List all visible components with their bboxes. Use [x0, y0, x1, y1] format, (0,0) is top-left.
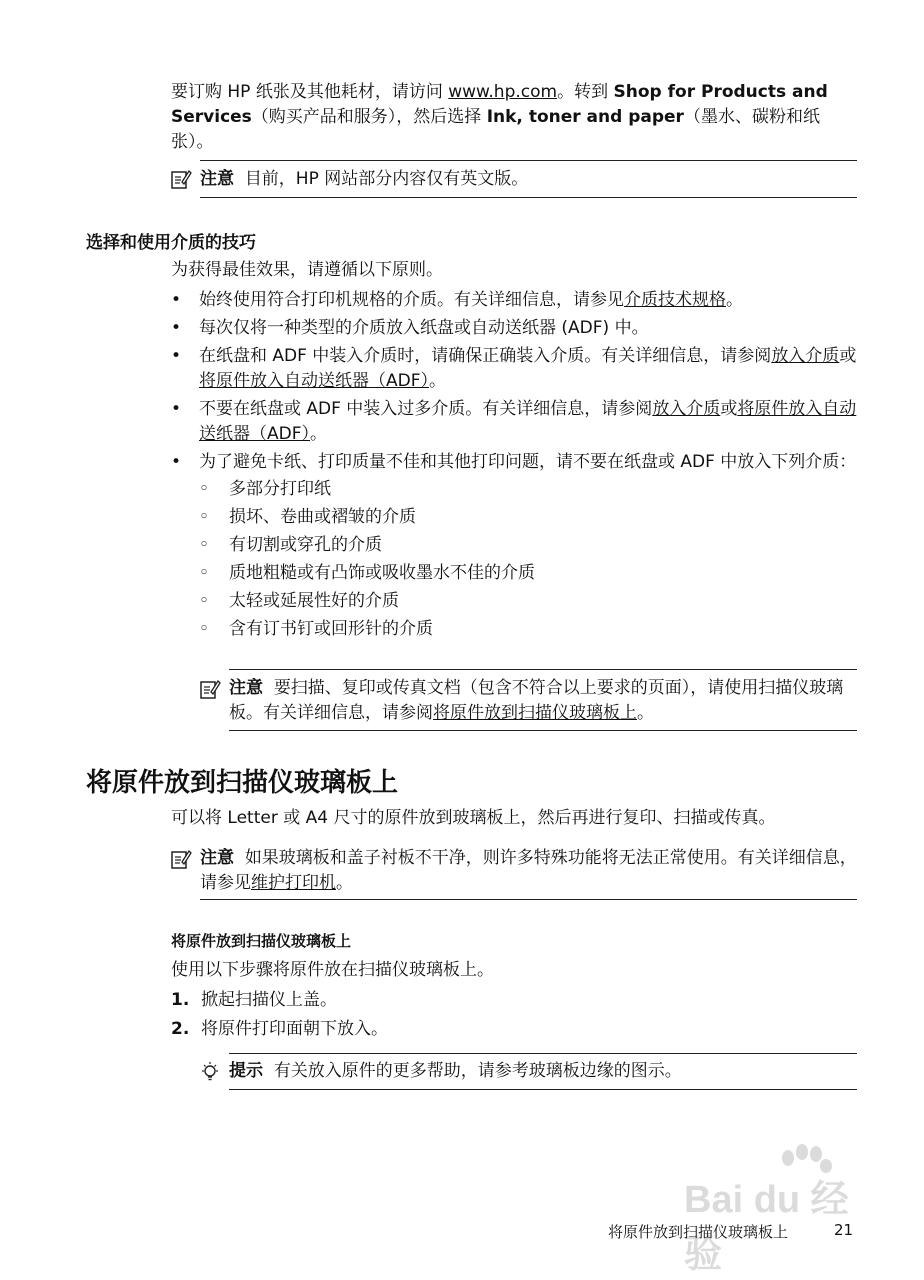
note-icon [199, 678, 221, 700]
list-item: • 不要在纸盘或 ADF 中装入过多介质。有关详细信息，请参阅放入介质或将原件放入自动送纸器（ADF）。 [171, 399, 857, 444]
procedure-lead: 使用以下步骤将原件放在扫描仪玻璃板上。 [171, 960, 494, 980]
sub-list-item: ◦ 有切割或穿孔的介质 [199, 535, 382, 555]
note-label: 注意 [200, 169, 234, 189]
glass-lead: 可以将 Letter 或 A4 尺寸的原件放到玻璃板上，然后再进行复印、扫描或传真。 [171, 808, 776, 828]
note-box: 注意 目前，HP 网站部分内容仅有英文版。 [200, 160, 857, 198]
load-media-link[interactable]: 放入介质 [652, 399, 721, 419]
list-item: • 为了避免卡纸、打印质量不佳和其他打印问题，请不要在纸盘或 ADF 中放入下列介质： ◦ 多部分打印纸 ◦ 损坏、卷曲或褶皱的介质 ◦ 有切割或穿孔的介质 ◦ 质地粗糙或有凸饰或吸收墨水不佳的介质 ◦ 太轻或延展性好的介质 ◦ 含有订书钉或回形针的介质 [171, 450, 861, 642]
note-box: 注意 如果玻璃板和盖子衬板不干净，则许多特殊功能将无法正常使用。有关详细信息，请参见维护打印机。 [200, 838, 857, 900]
list-item: • 始终使用符合打印机规格的介质。有关详细信息，请参见介质技术规格。 [171, 290, 743, 310]
sub-list-item: ◦ 多部分打印纸 [199, 479, 331, 499]
tips-lead: 为获得最佳效果，请遵循以下原则。 [171, 260, 443, 280]
tips-list [171, 288, 861, 645]
note-label: 注意 [229, 678, 263, 698]
tip-box: 提示 有关放入原件的更多帮助，请参考玻璃板边缘的图示。 [229, 1053, 857, 1090]
maintain-printer-link[interactable]: 维护打印机 [251, 873, 336, 893]
step-item: 2. 将原件打印面朝下放入。 [171, 1019, 388, 1039]
page-number: 21 [834, 1221, 854, 1239]
sub-list-item: ◦ 太轻或延展性好的介质 [199, 591, 399, 611]
sub-list-item: ◦ 含有订书钉或回形针的介质 [199, 619, 433, 639]
media-to-avoid-list [199, 477, 861, 642]
note-icon [170, 848, 192, 870]
procedure-steps [171, 988, 861, 1046]
load-adf-link[interactable]: 将原件放入自动送纸器（ADF） [199, 399, 857, 444]
hp-website-link[interactable]: www.hp.com [448, 82, 558, 102]
list-item: • 在纸盘和 ADF 中装入介质时，请确保正确装入介质。有关详细信息，请参阅放入介质或将原件放入自动送纸器（ADF）。 [171, 346, 857, 391]
note-label: 注意 [200, 848, 234, 868]
sub-list-item: ◦ 损坏、卷曲或褶皱的介质 [199, 507, 416, 527]
footer-title: 将原件放到扫描仪玻璃板上 [608, 1223, 789, 1241]
media-specs-link[interactable]: 介质技术规格 [624, 290, 726, 310]
note-box: 注意 要扫描、复印或传真文档（包含不符合以上要求的页面），请使用扫描仪玻璃板。有关详细信息，请参阅将原件放到扫描仪玻璃板上。 [229, 669, 857, 731]
load-media-link[interactable]: 放入介质 [771, 346, 840, 366]
section-heading-glass: 将原件放到扫描仪玻璃板上 [86, 768, 399, 798]
load-adf-link[interactable]: 将原件放入自动送纸器（ADF） [199, 371, 429, 391]
step-item: 1. 掀起扫描仪上盖。 [171, 990, 337, 1010]
place-on-glass-link[interactable]: 将原件放到扫描仪玻璃板上 [433, 703, 637, 723]
tip-label: 提示 [229, 1061, 263, 1081]
procedure-heading: 将原件放到扫描仪玻璃板上 [171, 932, 352, 950]
section-heading-tips: 选择和使用介质的技巧 [86, 233, 256, 253]
watermark-text: Bai du 经验 [684, 1179, 849, 1276]
note-icon [170, 168, 192, 190]
list-item: • 每次仅将一种类型的介质放入纸盘或自动送纸器 (ADF) 中。 [171, 318, 649, 338]
intro-paragraph: 要订购 HP 纸张及其他耗材，请访问 www.hp.com。转到 Shop for Products and Services（购买产品和服务），然后选择 Ink, toner and paper（墨水、碳粉和纸张）。 [171, 82, 828, 152]
sub-list-item: ◦ 质地粗糙或有凸饰或吸收墨水不佳的介质 [199, 563, 535, 583]
lightbulb-icon [199, 1061, 221, 1083]
